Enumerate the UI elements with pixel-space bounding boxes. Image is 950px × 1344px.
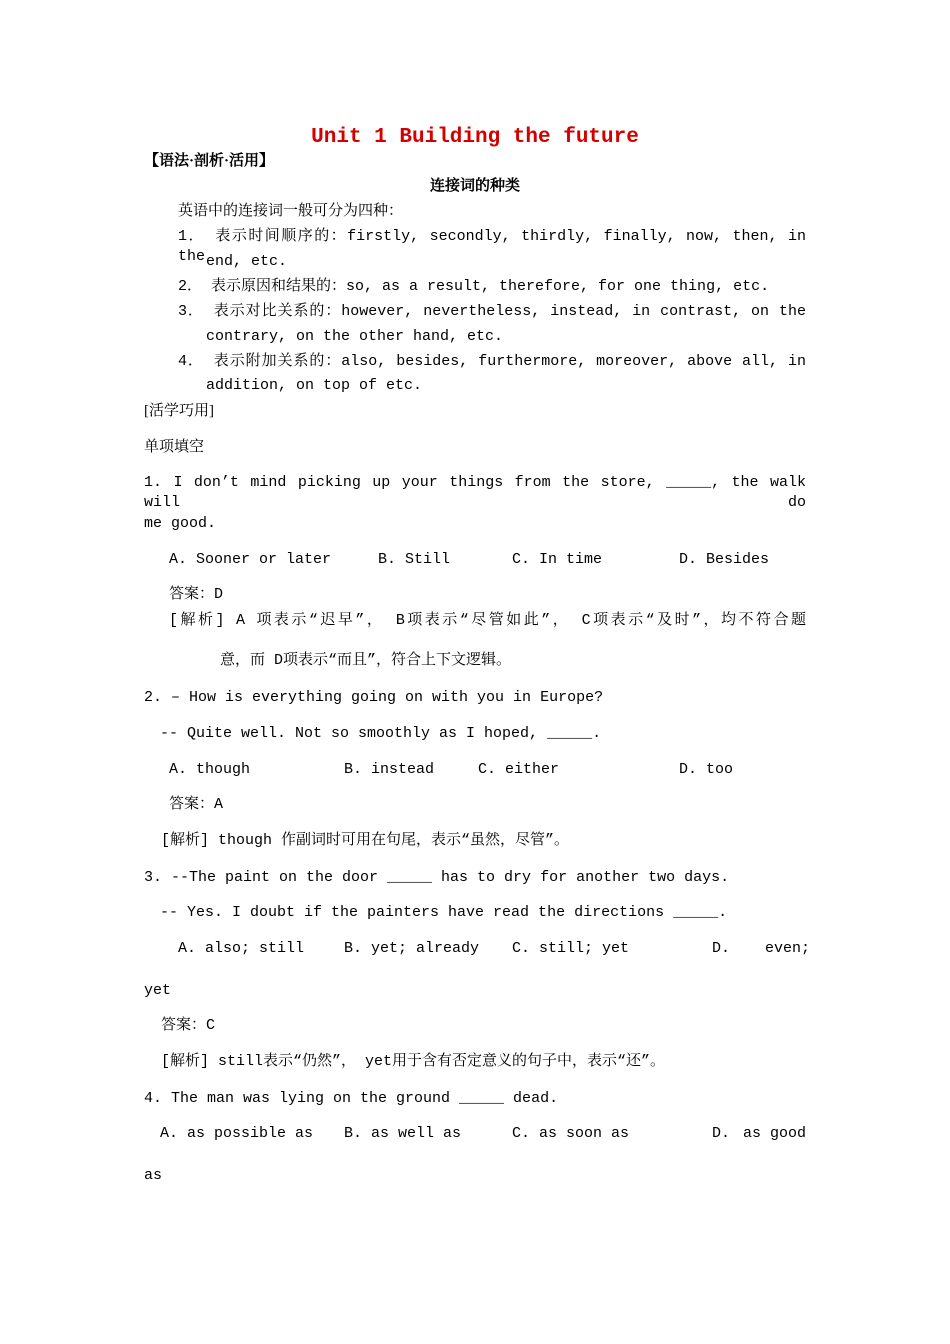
question-stem: 4. The man was lying on the ground _____ dead. bbox=[144, 1090, 559, 1107]
question-stem: 1. I don’t mind picking up your things from the store, _____, the walk will do bbox=[144, 474, 806, 511]
analysis: [解析] still表示“仍然”， yet用于含有否定意义的句子中，表示“还”。 bbox=[161, 1053, 666, 1070]
option-d-continuation: yet bbox=[144, 982, 172, 999]
list-item: 1． 表示时间顺序的：firstly, secondly, thirdly, finally, now, then, in the bbox=[178, 228, 806, 265]
answer: 答案：A bbox=[169, 796, 224, 813]
page-title: Unit 1 Building the future bbox=[311, 126, 639, 149]
option-b: B. as well as bbox=[344, 1125, 462, 1142]
practice-heading: [活学巧用] bbox=[144, 403, 214, 419]
section-tag: 【语法·剖析·活用】 bbox=[144, 153, 275, 169]
list-item-continuation: end, etc. bbox=[206, 253, 288, 270]
answer: 答案：C bbox=[161, 1017, 216, 1034]
option-b: B. yet; already bbox=[344, 940, 480, 957]
analysis-continuation: 意，而 D项表示“而且”，符合上下文逻辑。 bbox=[220, 652, 512, 669]
question-stem-continuation: me good. bbox=[144, 515, 217, 532]
option-a: A. though bbox=[169, 761, 251, 778]
list-item: 4． 表示附加关系的：also, besides, furthermore, moreover, above all, in bbox=[178, 353, 806, 370]
option-c: C. either bbox=[478, 761, 560, 778]
list-item: 2． 表示原因和结果的：so, as a result, therefore, for one thing, etc. bbox=[178, 278, 770, 295]
option-a: A. Sooner or later bbox=[169, 551, 332, 568]
question-stem: 2. – How is everything going on with you in Europe? bbox=[144, 689, 604, 706]
option-d: D. too bbox=[679, 761, 734, 778]
exercise-type: 单项填空 bbox=[144, 439, 205, 455]
question-reply: -- Yes. I doubt if the painters have read the directions _____. bbox=[160, 904, 728, 921]
list-item-continuation: addition, on top of etc. bbox=[206, 377, 423, 394]
option-c: C. still; yet bbox=[512, 940, 630, 957]
option-d: D. bbox=[712, 940, 731, 957]
list-item-continuation: contrary, on the other hand, etc. bbox=[206, 328, 504, 345]
analysis: [解析] A 项表示“迟早”， B项表示“尽管如此”， C项表示“及时”，均不符合题 bbox=[169, 612, 806, 629]
question-reply: -- Quite well. Not so smoothly as I hoped, _____. bbox=[160, 725, 602, 742]
option-d-text: as good bbox=[743, 1125, 807, 1142]
question-stem: 3. --The paint on the door _____ has to dry for another two days. bbox=[144, 869, 730, 886]
option-c: C. as soon as bbox=[512, 1125, 630, 1142]
option-d: D. bbox=[712, 1125, 731, 1142]
option-d-continuation: as bbox=[144, 1167, 163, 1184]
list-item: 3． 表示对比关系的：however, nevertheless, instead, in contrast, on the bbox=[178, 303, 806, 320]
option-d: D. Besides bbox=[679, 551, 770, 568]
section-subtitle: 连接词的种类 bbox=[429, 178, 520, 194]
intro-text: 英语中的连接词一般可分为四种： bbox=[178, 203, 404, 219]
option-b: B. instead bbox=[344, 761, 435, 778]
answer: 答案：D bbox=[169, 586, 224, 603]
option-b: B. Still bbox=[378, 551, 451, 568]
option-d-text: even; bbox=[765, 940, 811, 957]
analysis: [解析] though 作副词时可用在句尾，表示“虽然，尽管”。 bbox=[161, 832, 570, 849]
option-c: C. In time bbox=[512, 551, 603, 568]
option-a: A. also; still bbox=[178, 940, 305, 957]
option-a: A. as possible as bbox=[160, 1125, 314, 1142]
